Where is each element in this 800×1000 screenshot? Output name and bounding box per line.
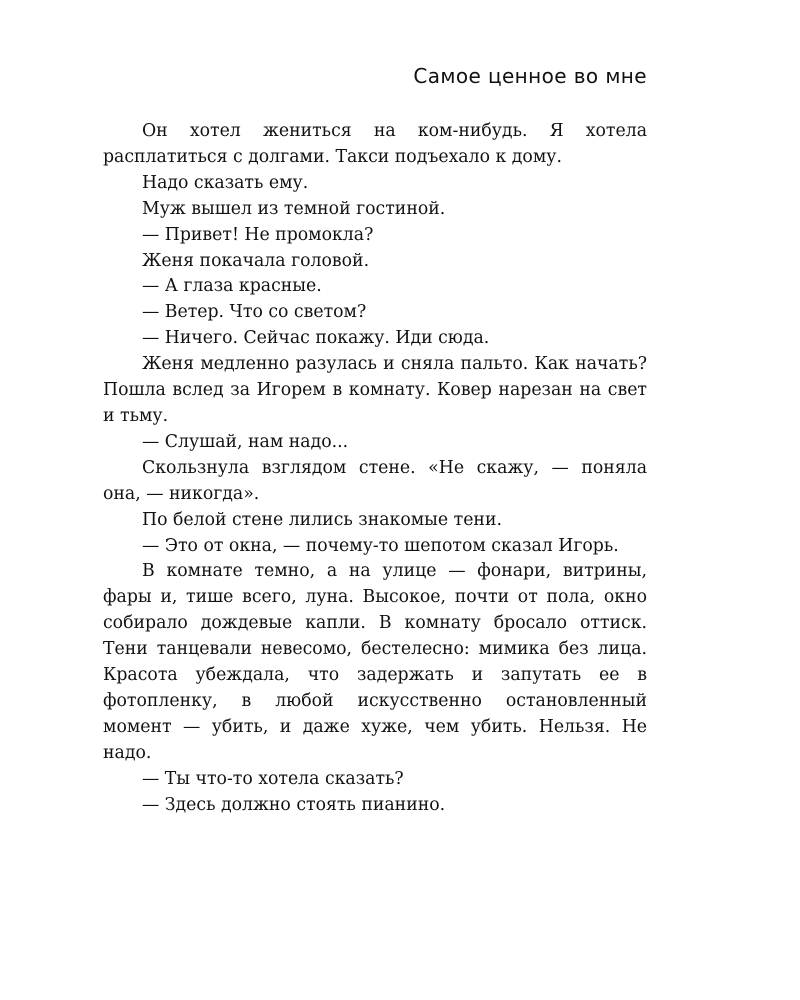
paragraph: Женя покачала головой.	[142, 250, 370, 271]
paragraph: По белой стене лились знакомые тени.	[142, 509, 502, 530]
paragraph: Скользнула взглядом стене. «Не скажу, — поняла она, — никогда».	[103, 457, 647, 504]
paragraph: Женя медленно разулась и сняла пальто. Как начать? Пошла вслед за Игорем в комнату. Ковер нарезан на свет и тьму.	[103, 354, 647, 426]
paragraph: Надо сказать ему.	[142, 172, 309, 193]
dialogue-line: — Ничего. Сейчас покажу. Иди сюда.	[142, 328, 490, 349]
running-head-title: Самое ценное во мне	[413, 64, 647, 88]
dialogue-line: — Слушай, нам надо...	[142, 431, 349, 452]
dialogue-line: — Это от окна, — почему-то шепотом сказал Игорь.	[142, 535, 619, 556]
paragraph: Он хотел жениться на ком-нибудь. Я хотела расплатиться с долгами. Такси подъехало к дому.	[103, 121, 647, 167]
paragraph: Муж вышел из темной гостиной.	[142, 198, 446, 219]
body-text	[103, 119, 647, 818]
dialogue-line: — Ты что-то хотела сказать?	[142, 768, 404, 789]
dialogue-line: — Привет! Не промокла?	[142, 224, 374, 245]
dialogue-line: — Ветер. Что со светом?	[142, 302, 367, 323]
dialogue-line: — Здесь должно стоять пианино.	[142, 794, 446, 815]
dialogue-line: — А глаза красные.	[142, 276, 322, 297]
paragraph: В комнате темно, а на улице — фонари, витрины, фары и, тише всего, луна. Высокое, почти от пола, окно собирало дождевые капли. В комнату бросало оттиск. Тени танцевали невесомо, бестелесно: мимика без лица. Красота убеждала, что задержать и запутать ее в фотопленку, в любой искусственно остановленный момент — убить, и даже хуже, чем убить. Нельзя. Не надо.	[103, 561, 647, 763]
